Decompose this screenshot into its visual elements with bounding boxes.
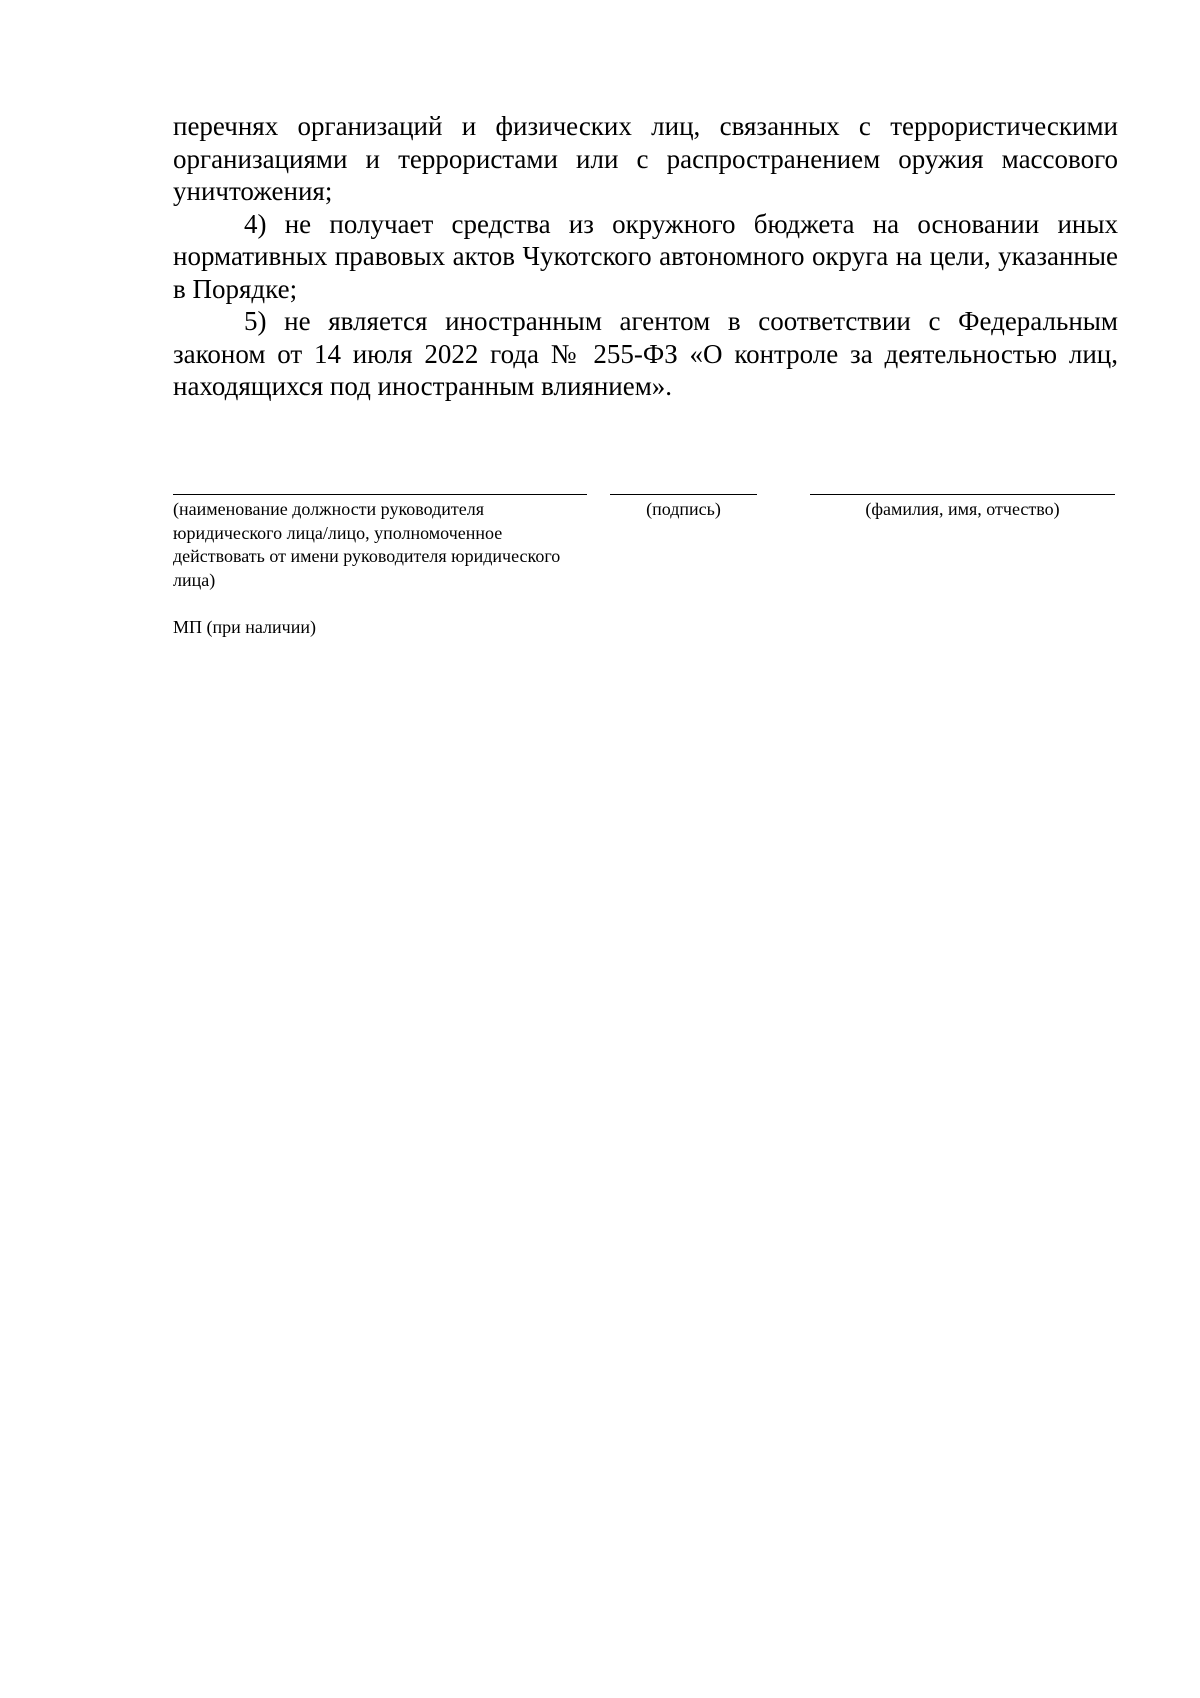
position-caption: (наименование должности руководителя юридического лица/лицо, уполномоченное действовать от имени руководителя юридического лица) xyxy=(173,499,561,590)
paragraph-continuation: перечнях организаций и физических лиц, связанных с террористическими организациями и террористами или с распространением оружия массового уничтожения; xyxy=(173,111,1118,206)
full-name-signature-line xyxy=(810,494,1115,495)
paragraph-item-5: 5) не является иностранным агентом в соответствии с Федеральным законом от 14 июля 2022 года № 255-ФЗ «О контроле за деятельностью лиц, находящихся под иностранным влиянием». xyxy=(173,306,1118,401)
document-body xyxy=(173,110,1118,403)
signature-caption: (подпись) xyxy=(646,499,721,519)
signature-line xyxy=(610,494,757,495)
full-name-caption: (фамилия, имя, отчество) xyxy=(865,499,1060,519)
stamp-note: МП (при наличии) xyxy=(173,617,316,637)
position-signature-line xyxy=(173,494,587,495)
paragraph-item-4: 4) не получает средства из окружного бюджета на основании иных нормативных правовых актов Чукотского автономного округа на цели, указанные в Порядке; xyxy=(173,208,1118,304)
